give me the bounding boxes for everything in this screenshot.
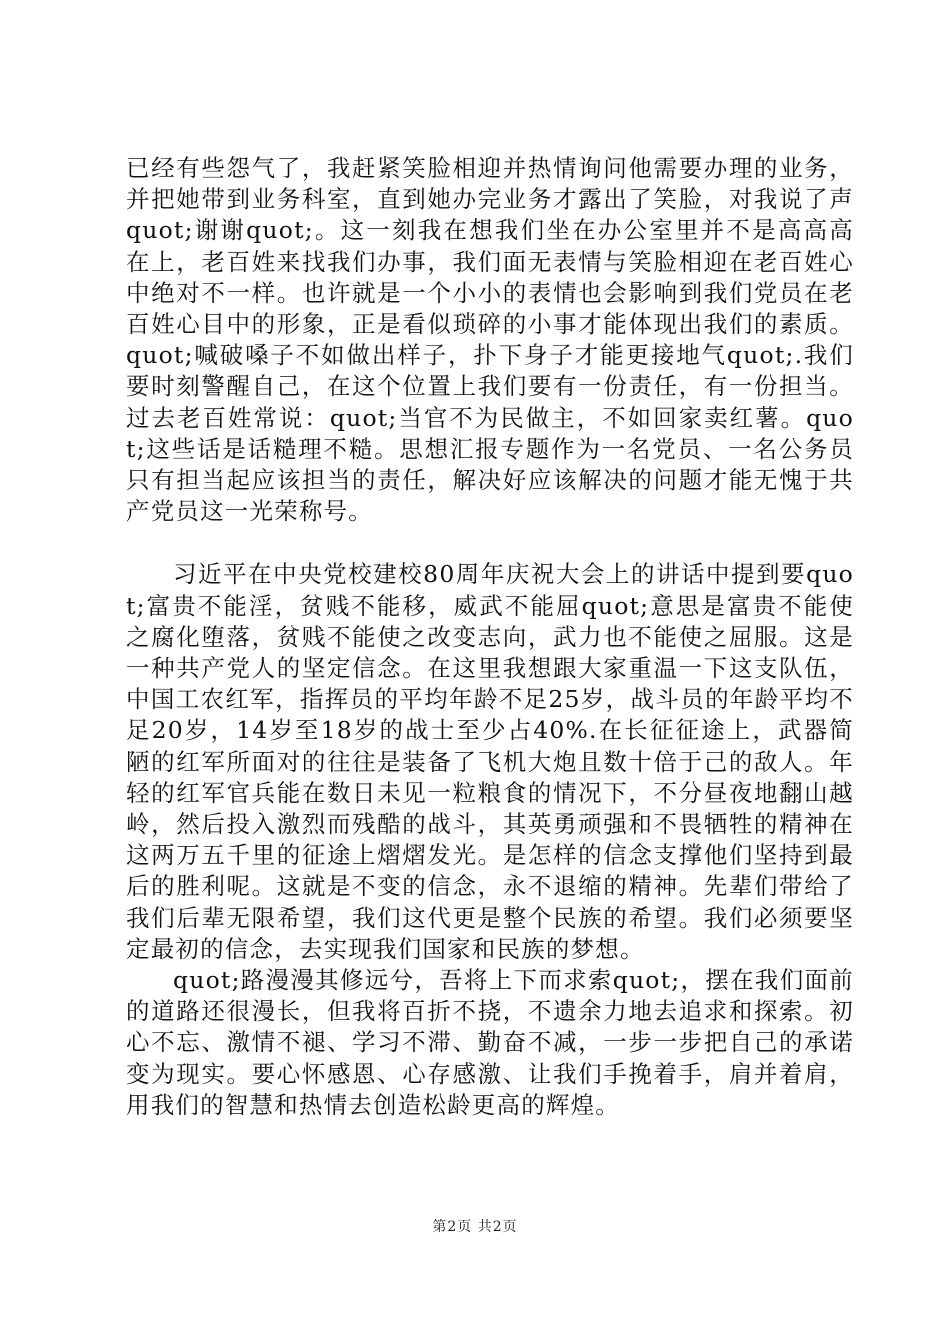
document-body	[126, 153, 854, 1121]
paragraph-spacer	[126, 527, 854, 559]
paragraph-3: quot;路漫漫其修远兮，吾将上下而求索quot;，摆在我们面前的道路还很漫长，但我将百折不挠，不遗余力地去追求和探索。初心不忘、激情不褪、学习不滞、勤奋不减，一步一步把自己的承诺变为现实。要心怀感恩、心存感激、让我们手挽着手，肩并着肩，用我们的智慧和热情去创造松龄更高的辉煌。	[126, 966, 854, 1119]
paragraph-2: 习近平在中央党校建校80周年庆祝大会上的讲话中提到要quot;富贵不能淫，贫贱不能移，威武不能屈quot;意思是富贵不能使之腐化堕落，贫贱不能使之改变志向，武力也不能使之屈服。这是一种共产党人的坚定信念。在这里我想跟大家重温一下这支队伍，中国工农红军，指挥员的平均年龄不足25岁，战斗员的年龄平均不足20岁，14岁至18岁的战士至少占40%.在长征征途上，武器简陋的红军所面对的往往是装备了飞机大炮且数十倍于己的敌人。年轻的红军官兵能在数日未见一粒粮食的情况下，不分昼夜地翻山越岭，然后投入激烈而残酷的战斗，其英勇顽强和不畏牺牲的精神在这两万五千里的征途上熠熠发光。是怎样的信念支撑他们坚持到最后的胜利呢。这就是不变的信念，永不退缩的精神。先辈们带给了我们后辈无限希望，我们这代更是整个民族的希望。我们必须要坚定最初的信念，去实现我们国家和民族的梦想。	[126, 560, 854, 963]
page-footer: 第2页 共2页	[432, 1219, 518, 1235]
paragraph-1: 已经有些怨气了，我赶紧笑脸相迎并热情询问他需要办理的业务，并把她带到业务科室，直到她办完业务才露出了笑脸，对我说了声quot;谢谢quot;。这一刻我在想我们坐在办公室里并不是高高高在上，老百姓来找我们办事，我们面无表情与笑脸相迎在老百姓心中绝对不一样。也许就是一个小小的表情也会影响到我们党员在老百姓心目中的形象，正是看似琐碎的小事才能体现出我们的素质。quot;喊破嗓子不如做出样子，扑下身子才能更接地气quot;.我们要时刻警醒自己，在这个位置上我们要有一份责任，有一份担当。过去老百姓常说：quot;当官不为民做主，不如回家卖红薯。quot;这些话是话糙理不糙。思想汇报专题作为一名党员、一名公务员只有担当起应该担当的责任，解决好应该解决的问题才能无愧于共产党员这一光荣称号。	[126, 154, 854, 526]
